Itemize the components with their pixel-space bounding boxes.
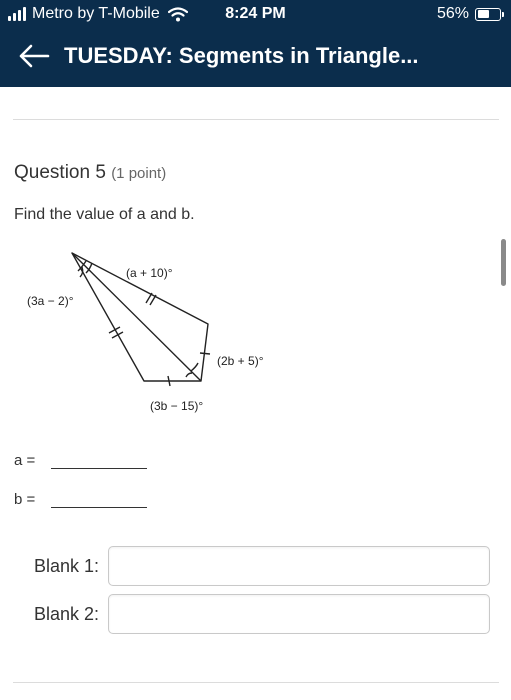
top-divider: [13, 119, 499, 120]
blank-row-2: [34, 594, 490, 634]
status-right: [437, 5, 501, 23]
carrier-name: Metro by T-Mobile: [32, 5, 160, 22]
answer-label-a: a =: [14, 452, 36, 469]
answer-label-b: b =: [14, 491, 36, 508]
answer-line-b: [14, 491, 147, 508]
blank-2-input[interactable]: [108, 594, 490, 634]
arrow-left-icon[interactable]: [18, 42, 52, 70]
bottom-divider: [13, 682, 499, 683]
angle-label-top: (a + 10)°: [126, 266, 173, 280]
battery-icon: [475, 8, 501, 21]
answer-blank-a: [51, 459, 147, 469]
angle-label-left: (3a − 2)°: [27, 294, 74, 308]
status-bar: [0, 0, 511, 30]
question-heading: [14, 162, 166, 184]
question-points: (1 point): [111, 165, 167, 182]
answer-blank-b: [51, 498, 147, 508]
blank-1-label: Blank 1:: [34, 555, 100, 576]
angle-label-right: (2b + 5)°: [217, 354, 264, 368]
scrollbar-thumb[interactable]: [501, 239, 506, 286]
app-header: [0, 0, 511, 87]
answer-line-a: [14, 452, 147, 469]
status-time: 8:24 PM: [225, 5, 286, 22]
page-title: TUESDAY: Segments in Triangle...: [64, 43, 419, 68]
blank-1-input[interactable]: [108, 546, 490, 586]
angle-label-bottom: (3b − 15)°: [150, 399, 204, 413]
blank-row-1: [34, 546, 490, 586]
blank-2-label: Blank 2:: [34, 603, 100, 624]
question-prompt: Find the value of a and b.: [14, 206, 195, 223]
question-number: Question 5: [14, 162, 106, 183]
title-row: [18, 42, 419, 70]
quadrilateral-figure: [20, 243, 290, 418]
battery-percent: 56%: [436, 5, 469, 22]
